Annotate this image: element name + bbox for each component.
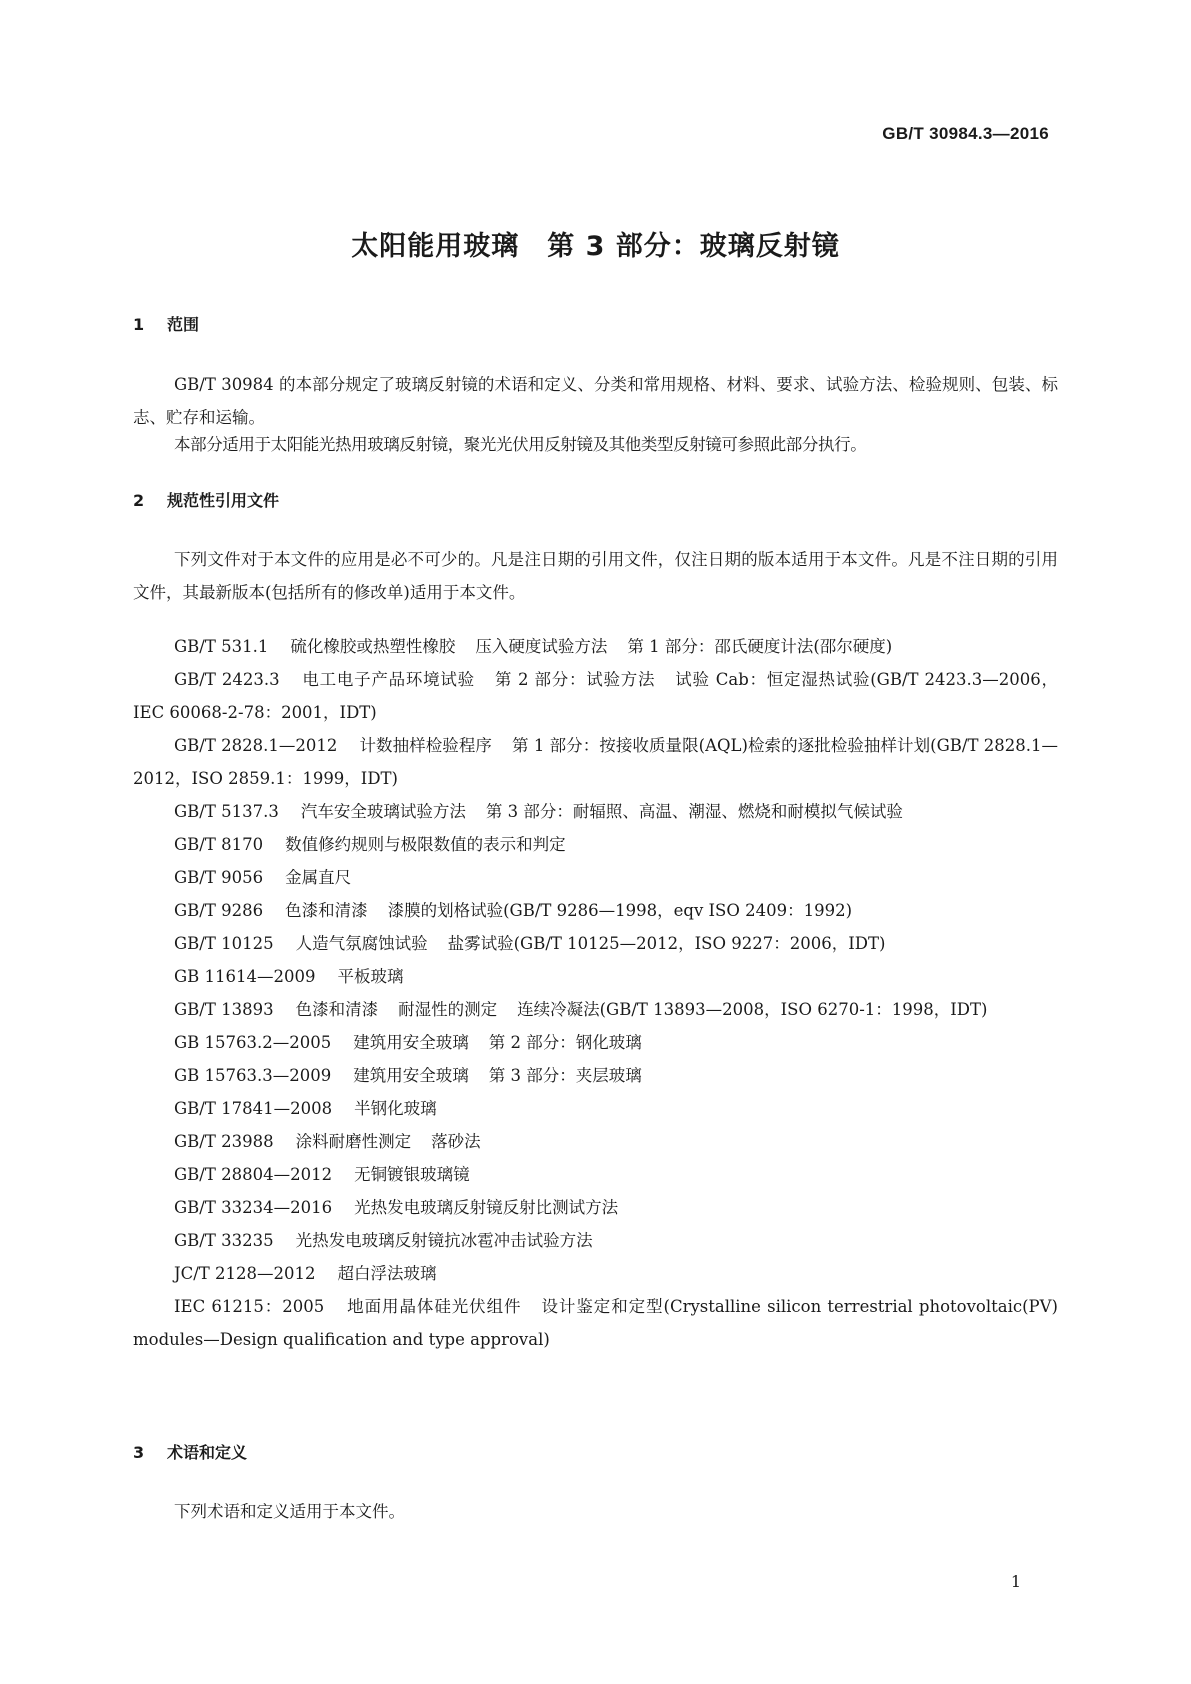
reference-part: 漆膜的划格试验(GB/T 9286—1998，eqv ISO 2409：1992) <box>387 901 853 920</box>
reference-title: 硫化橡胶或热塑性橡胶 <box>290 637 456 656</box>
reference-title: 建筑用安全玻璃 <box>353 1033 469 1052</box>
reference-subpart: 连续冷凝法(GB/T 13893—2008，ISO 6270-1：1998，IDT) <box>517 1000 988 1019</box>
reference-title: 光热发电玻璃反射镜反射比测试方法 <box>354 1198 619 1217</box>
page-number: 1 <box>1010 1572 1021 1591</box>
standard-code: GB/T 30984.3—2016 <box>882 124 1049 143</box>
reference-title: 半钢化玻璃 <box>354 1099 437 1118</box>
reference-code: IEC 61215：2005 <box>174 1297 325 1316</box>
reference-title: 金属直尺 <box>285 868 352 887</box>
reference-title: 色漆和清漆 <box>295 1000 379 1019</box>
document-title: 太阳能用玻璃 第 3 部分：玻璃反射镜 <box>351 231 840 262</box>
reference-item <box>133 1092 1058 1125</box>
reference-item <box>133 795 1058 828</box>
reference-subpart: 试验 Cab：恒定湿热试验(GB/T 2423.3—2006，IEC 60068-2-78：2001，IDT) <box>133 670 1059 722</box>
reference-title: 汽车安全玻璃试验方法 <box>300 802 466 821</box>
references-intro: 下列文件对于本文件的应用是必不可少的。凡是注日期的引用文件，仅注日期的版本适用于本文件。凡是不注日期的引用文件，其最新版本(包括所有的修改单)适用于本文件。 <box>133 550 1058 602</box>
reference-code: GB/T 33234—2016 <box>174 1198 333 1217</box>
section-1-heading <box>133 312 199 335</box>
reference-part: 第 2 部分：试验方法 <box>494 670 656 689</box>
reference-title: 色漆和清漆 <box>285 901 368 920</box>
reference-item <box>133 993 1058 1026</box>
section-number: 3 <box>133 1443 145 1462</box>
reference-part: 压入硬度试验方法 <box>475 637 608 656</box>
terms-intro: 下列术语和定义适用于本文件。 <box>174 1502 405 1521</box>
reference-code: GB/T 13893 <box>174 1000 274 1019</box>
reference-item <box>133 894 1058 927</box>
reference-subpart: 第 1 部分：邵氏硬度计法(邵尔硬度) <box>627 637 893 656</box>
reference-part: 第 3 部分：夹层玻璃 <box>488 1066 642 1085</box>
reference-code: GB/T 17841—2008 <box>174 1099 333 1118</box>
reference-code: GB/T 8170 <box>174 835 264 854</box>
reference-title: 光热发电玻璃反射镜抗冰雹冲击试验方法 <box>295 1231 593 1250</box>
section-number: 2 <box>133 491 145 510</box>
reference-part: 第 3 部分：耐辐照、高温、潮湿、燃烧和耐模拟气候试验 <box>485 802 903 821</box>
reference-part: 第 1 部分：按接收质量限(AQL)检索的逐批检验抽样计划(GB/T 2828.1—2012，ISO 2859.1：1999，IDT) <box>133 736 1058 788</box>
reference-code: GB/T 9286 <box>174 901 264 920</box>
reference-item <box>133 630 1058 663</box>
reference-item <box>133 1224 1058 1257</box>
reference-title: 电工电子产品环境试验 <box>301 670 475 689</box>
reference-item <box>133 1290 1058 1356</box>
reference-code: GB/T 9056 <box>174 868 264 887</box>
reference-part: 耐湿性的测定 <box>398 1000 498 1019</box>
reference-item <box>133 729 1058 795</box>
reference-code: GB/T 2423.3 <box>174 670 280 689</box>
scope-paragraph-1: GB/T 30984 的本部分规定了玻璃反射镜的术语和定义、分类和常用规格、材料、要求、试验方法、检验规则、包装、标志、贮存和运输。 <box>133 375 1058 427</box>
reference-item <box>133 663 1058 729</box>
reference-code: GB 15763.3—2009 <box>174 1066 332 1085</box>
reference-code: GB/T 28804—2012 <box>174 1165 333 1184</box>
reference-part: 盐雾试验(GB/T 10125—2012，ISO 9227：2006，IDT) <box>447 934 886 953</box>
reference-title: 人造气氛腐蚀试验 <box>295 934 428 953</box>
reference-item <box>133 960 1058 993</box>
scope-paragraph-2: 本部分适用于太阳能光热用玻璃反射镜，聚光光伏用反射镜及其他类型反射镜可参照此部分执行。 <box>174 435 867 454</box>
reference-title: 无铜镀银玻璃镜 <box>354 1165 470 1184</box>
reference-part: 落砂法 <box>431 1132 481 1151</box>
reference-item <box>133 1026 1058 1059</box>
reference-item <box>133 927 1058 960</box>
reference-code: GB 15763.2—2005 <box>174 1033 332 1052</box>
reference-item <box>133 1125 1058 1158</box>
reference-item <box>133 1191 1058 1224</box>
reference-item <box>133 1158 1058 1191</box>
reference-code: GB/T 531.1 <box>174 637 269 656</box>
reference-title: 平板玻璃 <box>337 967 404 986</box>
section-3-heading <box>133 1440 247 1463</box>
reference-code: GB 11614—2009 <box>174 967 316 986</box>
section-number: 1 <box>133 315 145 334</box>
reference-part: 第 2 部分：钢化玻璃 <box>488 1033 642 1052</box>
reference-title: 计数抽样检验程序 <box>359 736 492 755</box>
reference-title: 超白浮法玻璃 <box>337 1264 437 1283</box>
reference-code: GB/T 5137.3 <box>174 802 279 821</box>
section-2-heading <box>133 488 279 511</box>
reference-code: GB/T 10125 <box>174 934 274 953</box>
reference-title: 地面用晶体硅光伏组件 <box>346 1297 522 1316</box>
reference-item <box>133 1257 1058 1290</box>
reference-list <box>133 630 1058 1356</box>
reference-title: 建筑用安全玻璃 <box>353 1066 469 1085</box>
reference-code: GB/T 33235 <box>174 1231 274 1250</box>
section-title: 术语和定义 <box>167 1443 248 1462</box>
reference-item <box>133 828 1058 861</box>
reference-item <box>133 861 1058 894</box>
reference-code: JC/T 2128—2012 <box>174 1264 316 1283</box>
reference-title: 数值修约规则与极限数值的表示和判定 <box>285 835 566 854</box>
section-title: 规范性引用文件 <box>167 491 280 510</box>
reference-code: GB/T 2828.1—2012 <box>174 736 338 755</box>
section-title: 范围 <box>167 315 200 334</box>
reference-part: 设计鉴定和定型(Crystalline silicon terrestrial photovoltaic(PV) modules—Design qualification and type approval) <box>133 1297 1058 1349</box>
reference-code: GB/T 23988 <box>174 1132 274 1151</box>
reference-title: 涂料耐磨性测定 <box>295 1132 412 1151</box>
reference-item <box>133 1059 1058 1092</box>
